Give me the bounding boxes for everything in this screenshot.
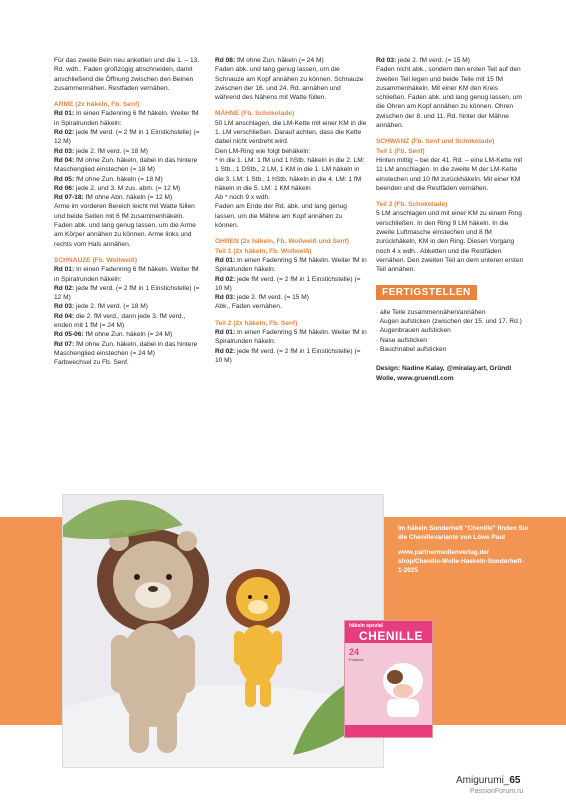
list-item: · Bauchnabel aufsticken xyxy=(376,346,447,354)
maehne-text-4: Ab * noch 9 x wdh. xyxy=(215,194,270,202)
row-label: Rd 01: xyxy=(54,266,75,274)
row-label: Rd 07-18: xyxy=(54,194,84,202)
design-credit: Design: Nadine Kalay, @miralay.art, Gründl Wolle, www.gruendl.com xyxy=(376,365,512,382)
instruction-row xyxy=(54,156,204,175)
section-heading-arme: ARME (2x häkeln, Fb. Senf) xyxy=(54,101,140,109)
section-heading-ohren: OHREN (2x häkeln, Fb. Wollweiß und Senf) xyxy=(215,238,349,246)
row-label: Rd 05: xyxy=(54,175,75,183)
promo-text: Im häkeln Sonderheft "Chenille" finden Sie die Chenillevariante von Löwe Paul xyxy=(398,525,528,541)
instruction-row xyxy=(54,312,204,331)
row-text: die 2. fM verd., dann jede 3. fM verd., enden mit 1 fM (= 24 M) xyxy=(54,312,186,330)
arme-text: Arme im vorderen Bereich leicht mit Watte füllen und beide Seiten mit 6 fM zusammenhäkeln. Faden abk. und lang genug lassen, um die Arme am Körper annähen zu können. Arme links und rechts vom Hals annähen. xyxy=(54,203,196,248)
row-label: Rd 06: xyxy=(54,184,75,192)
lion-photo xyxy=(62,494,384,768)
row-label: Rd 02: xyxy=(215,275,236,283)
schnauze-rows-cont xyxy=(215,56,367,65)
cover-count: 24 xyxy=(349,647,360,657)
instruction-row xyxy=(54,265,204,284)
row-text: jede 2. fM verd. (= 15 M) xyxy=(235,294,309,302)
row-label: Rd 01: xyxy=(54,110,75,118)
instruction-row xyxy=(215,56,367,65)
row-label: Rd 02: xyxy=(215,347,236,355)
row-label: Rd 07: xyxy=(54,340,75,348)
schnauze-finish-text: Faden abk. und lang genug lassen, um die Schnauze am Kopf annähen zu können. Schnauze zwischen der 16. und 24. Rd. annähen und während des Nähens mit Watte füllen. xyxy=(215,66,364,102)
row-text: jede 2. fM verd. (= 15 M) xyxy=(396,57,470,64)
row-label: Rd 02: xyxy=(54,284,75,292)
instruction-row xyxy=(54,184,204,193)
row-label: Rd 03: xyxy=(376,57,397,64)
page-number: 65 xyxy=(509,775,521,786)
row-text: jede 2. fM verd. (= 18 M) xyxy=(74,147,148,155)
row-label: Rd 04: xyxy=(54,312,75,320)
row-label: Rd 01: xyxy=(215,256,236,264)
ohren-finish-text: Faden nicht abk., sondern den ersten Teil auf den zweiten Teil legen und beide Teile mit 15 fM zusammenhäkeln. Mit einer KM den Kreis schließen. Faden abk. und lang genug lassen, um die Ohren am Kopf annähen zu können. Ohren zwischen der 8. und 11. Rd. hinter der Mähne annähen. xyxy=(376,66,522,130)
maehne-text-1: 50 LM anschlagen, die LM-Kette mit einer KM in die 1. LM verschließen. Darauf achten, dass die Kette dabei nicht verdreht wird. xyxy=(215,119,367,146)
row-label: Rd 05-06: xyxy=(54,331,84,339)
promo-box xyxy=(398,524,528,575)
maehne-text-3: * in die 1. LM: 1 fM und 1 hStb. häkeln in die 2. LM: 1 Stb., 1 DStb., 2 LM, 1 KM in die 1. LM häkeln in die 3. LM: 1 Stb., 1 hStb. häkeln in die 4. LM: 1 fM häkeln in die 5. LM: 1 KM häkeln xyxy=(215,156,365,192)
row-text: jede 2. fM verd. (= 18 M) xyxy=(74,303,148,311)
row-text: jede 2. und 3. M zus. abm. (= 12 M) xyxy=(74,184,181,192)
row-text: fM ohne Abn. häkeln (= 12 M) xyxy=(83,194,173,202)
list-item: · alle Teile zusammennähen/annähen xyxy=(376,308,486,316)
ohren-rows-cont xyxy=(376,56,526,65)
list-item: · Nase aufsticken xyxy=(376,336,427,344)
list-item: · Augenbrauen aufsticken xyxy=(376,327,451,335)
schwanz-text-2: 5 LM anschlagen und mit einer KM zu einem Ring verschließen. In den Ring 9 LM häkeln. In die zweite Luftmasche einstechen und 8 fM zurückhäkeln, KM in den Ring. Diesen Vorgang noch 4 x wdh.. Abketten und die Restfäden vernähen. Den zweiten Teil an dem unteren ersten Teil annähen. xyxy=(376,210,524,274)
instruction-row xyxy=(215,275,367,294)
instruction-row xyxy=(54,284,204,303)
cover-title: CHENILLE xyxy=(359,629,423,643)
section-heading-schnauze: SCHNAUZE (Fb. Wollweiß) xyxy=(54,256,138,264)
watermark: PassionForum.ru xyxy=(470,788,524,795)
list-item: · Augen aufsticken (zwischen der 15. und 17. Rd.) xyxy=(376,318,522,326)
fertigstellen-list xyxy=(376,308,526,354)
instruction-row xyxy=(215,347,367,366)
ohren-teil-2-heading: Teil 2 (2x häkeln, Fb. Senf) xyxy=(215,319,298,327)
page-footer xyxy=(456,775,520,786)
ohren-teil-1-heading: Teil 1 (2x häkeln, Fb. Wollweiß) xyxy=(215,247,312,255)
instruction-row xyxy=(215,256,367,275)
ohren-text: Abk., Faden vernähen. xyxy=(215,303,282,311)
maehne-text-2: Den LM-Ring wie folgt behäkeln: xyxy=(215,147,311,155)
row-text: fM ohne Zun. häkeln (= 24 M) xyxy=(235,57,324,64)
magazine-name: Amigurumi_ xyxy=(456,775,510,786)
instruction-row xyxy=(54,109,204,128)
schwanz-teil-2-heading: Teil 2 (Fb. Schokolade) xyxy=(376,201,448,209)
intro-text: Für das zweite Bein neu anketten und die 1. – 13. Rd. wdh.. Faden großzügig abschneiden, damit anschließend die Öffnung zwischen den Beinen zusammennähen. Restfaden vernähen. xyxy=(54,57,200,92)
row-label: Rd 04: xyxy=(54,156,75,164)
column-2 xyxy=(215,56,367,365)
schnauze-rows xyxy=(54,265,204,358)
row-text: jede fM verd. (= 2 fM in 1 Einstichstelle) (= 10 M) xyxy=(215,347,361,364)
arme-rows xyxy=(54,109,204,202)
row-text: fM ohne Zun. häkeln, dabei in das hintere Maschenglied einstechen (= 24 M) xyxy=(54,340,198,357)
row-text: jede fM verd. (= 2 fM in 1 Einstichstelle) (= 10 M) xyxy=(215,275,361,292)
row-text: In einen Fadenring 6 fM häkeln. Weiter fM in Spiralrunden häkeln: xyxy=(54,266,199,283)
column-3 xyxy=(376,56,526,383)
lion-photo-illustration xyxy=(63,495,383,767)
promo-url[interactable]: www.partnermedienverlag.de/ shop/Chenille-Wolle-Haekeln-Sonderheft-1-2025 xyxy=(398,549,524,574)
instruction-row xyxy=(54,147,204,156)
instruction-row xyxy=(54,330,204,339)
row-label: Rd 03: xyxy=(54,303,75,311)
section-heading-maehne: MÄHNE (Fb. Schokolade) xyxy=(215,110,295,118)
row-text: In einen Fadenring 5 fM häkeln. Weiter fM in Spiralrunden häkeln: xyxy=(215,329,367,346)
row-text: jede fM verd. (= 2 fM in 1 Einstichstelle) (= 12 M) xyxy=(54,129,200,146)
column-1 xyxy=(54,56,204,368)
instruction-row xyxy=(376,56,526,65)
cover-cow-illustration xyxy=(375,651,430,721)
instruction-row xyxy=(54,302,204,311)
ohren-rows xyxy=(215,256,367,302)
instruction-row xyxy=(54,193,204,202)
maehne-text-5: Faden am Ende der Rd. abk. und lang genug lassen, um die Mähne am Kopf annähen zu können. xyxy=(215,203,347,230)
row-text: In einen Fadenring 6 fM häkeln. Weiter fM in Spiralrunden häkeln: xyxy=(54,110,199,127)
cover-brand: häkeln spezial xyxy=(349,623,383,629)
cover-sub: Projekte xyxy=(349,657,364,662)
instruction-row xyxy=(54,128,204,147)
cover-strip xyxy=(345,725,432,737)
row-text: fM ohne Zun. häkeln, dabei in das hintere Maschenglied einstechen (= 18 M) xyxy=(54,156,198,174)
instruction-row xyxy=(54,175,204,184)
schwanz-text-1: Hinten mittig – bei der 41. Rd. – eine LM-Kette mit 11 LM anschlagen. In die zweite M der LM-Kette einstechen und 10 fM zurückhäkeln. Mit einer KM beenden und die Restfäden vernähen. xyxy=(376,156,523,192)
row-text: fM ohne Zun. häkeln (= 24 M) xyxy=(83,331,173,339)
instruction-row xyxy=(215,328,367,347)
row-label: Rd 08: xyxy=(215,57,236,64)
row-label: Rd 02: xyxy=(54,129,75,137)
section-heading-schwanz: SCHWANZ (Fb. Senf und Schokolade) xyxy=(376,138,495,146)
schwanz-teil-1-heading: Teil 1 (Fb. Senf) xyxy=(376,147,425,155)
row-label: Rd 01: xyxy=(215,329,236,337)
row-label: Rd 03: xyxy=(215,294,236,302)
row-label: Rd 03: xyxy=(54,147,75,155)
ohren-teil-2-rows xyxy=(215,328,367,365)
instruction-row xyxy=(215,293,367,302)
row-text: jede fM verd. (= 2 fM in 1 Einstichstelle) (= 12 M) xyxy=(54,284,200,302)
row-text: In einen Fadenring 5 fM häkeln. Weiter fM in Spiralrunden häkeln: xyxy=(215,256,367,274)
magazine-cover xyxy=(344,620,433,738)
section-heading-fertigstellen: FERTIGSTELLEN xyxy=(376,285,477,300)
row-text: fM ohne Zun. häkeln (= 18 M) xyxy=(74,175,163,183)
instruction-row xyxy=(54,340,204,359)
schnauze-text: Farbwechsel zu Fb. Senf. xyxy=(54,359,129,367)
